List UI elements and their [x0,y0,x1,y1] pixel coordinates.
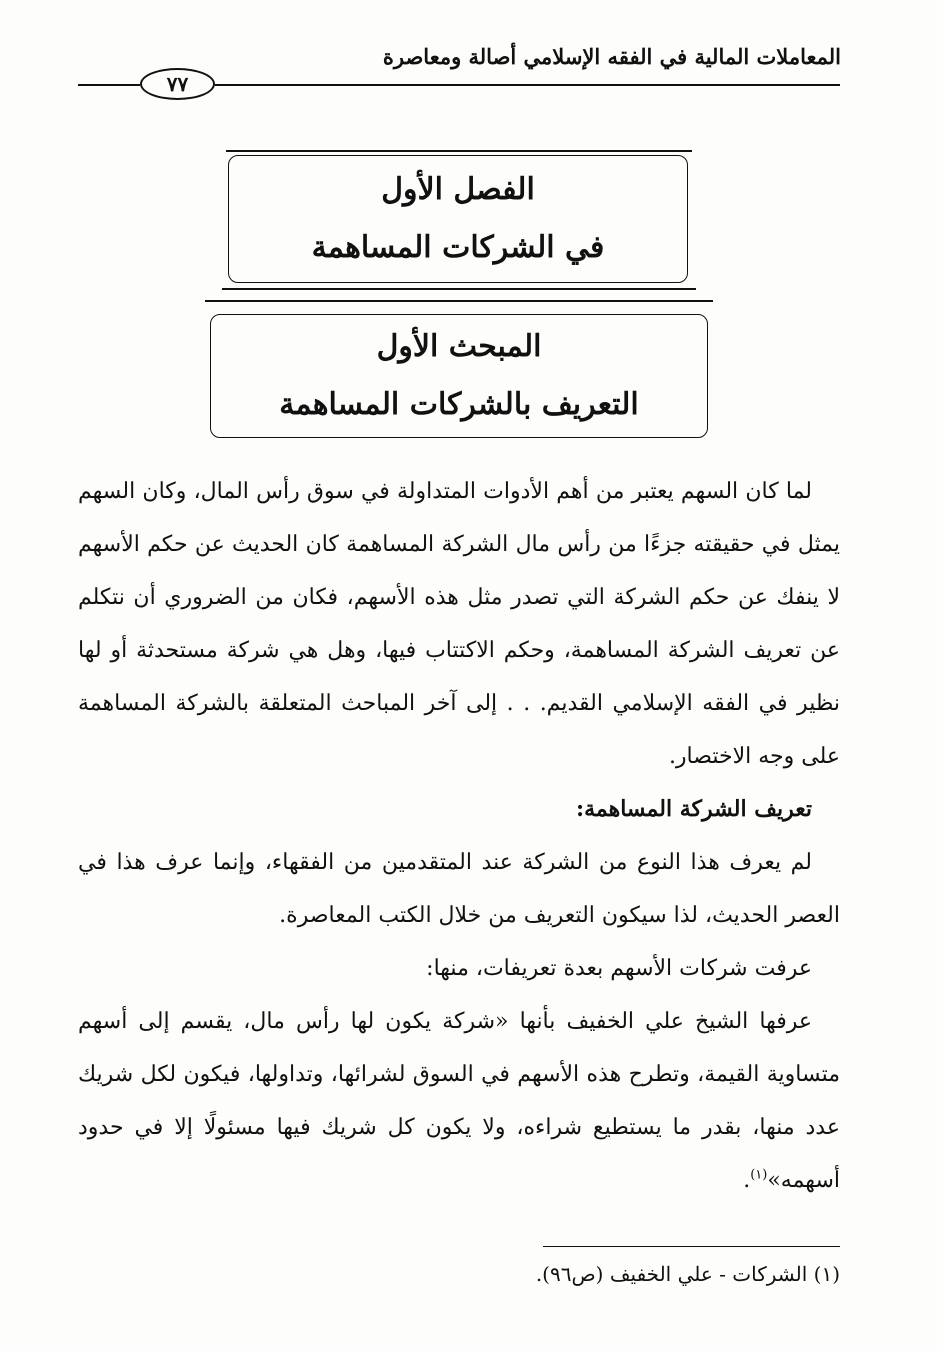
page-number-badge: ٧٧ [140,68,215,100]
sentence-end: . [743,1168,751,1193]
chapter-bottom-rule [222,288,696,290]
paragraph-history: لم يعرف هذا النوع من الشركة عند المتقدمين من الفقهاء، وإنما عرف هذا في العصر الحديث، لذا سيكون التعريف من خلال الكتب المعاصرة. [78,850,840,928]
chapter-top-rule [226,150,692,152]
body-text [78,465,840,1207]
footnote-ref[interactable]: (١) [750,1167,768,1183]
paragraph-khafif-definition [78,995,840,1207]
section-subtitle: التعريف بالشركات المساهمة [279,387,639,422]
paragraph-intro: لما كان السهم يعتبر من أهم الأدوات المتداولة في سوق رأس المال، وكان السهم يمثل في حقيقته جزءًا من رأس مال الشركة المساهمة كان الحديث عن حكم الأسهم لا ينفك عن حكم الشركة التي تصدر مثل هذه الأسهم، فكان من الضروري أن نتكلم عن تعريف الشركة المساهمة، وحكم الاكتتاب فيها، وهل هي شركة مستحدثة أو لها نظير في الفقه الإسلامي القديم. . . إلى آخر المباحث المتعلقة بالشركة المساهمة على وجه الاختصار. [78,479,840,769]
chapter-title-box [228,155,688,283]
footnote-separator [543,1246,840,1247]
chapter-title: الفصل الأول [381,172,535,207]
section-top-rule [205,300,713,302]
footnote: (١) الشركات - علي الخفيف (ص٩٦). [535,1262,840,1286]
chapter-subtitle: في الشركات المساهمة [311,230,605,265]
khafif-quote: عرفها الشيخ علي الخفيف بأنها «شركة يكون لها رأس مال، يقسم إلى أسهم متساوية القيمة، وتطرح هذه الأسهم في السوق لشرائها، وتداولها، فيكون لكل شريك عدد منها، بقدر ما يستطيع شراءه، ولا يكون كل شريك فيها مسئولًا إلا في حدود أسهمه» [78,1009,840,1193]
section-title-box [210,314,708,438]
paragraph-definitions-intro: عرفت شركات الأسهم بعدة تعريفات، منها: [426,956,812,981]
section-title: المبحث الأول [376,329,542,364]
header-rule [215,84,840,86]
subheading-definition: تعريف الشركة المساهمة: [575,796,812,822]
running-header-title: المعاملات المالية في الفقه الإسلامي أصالة ومعاصرة [382,44,841,69]
header-rule-left [78,84,140,86]
